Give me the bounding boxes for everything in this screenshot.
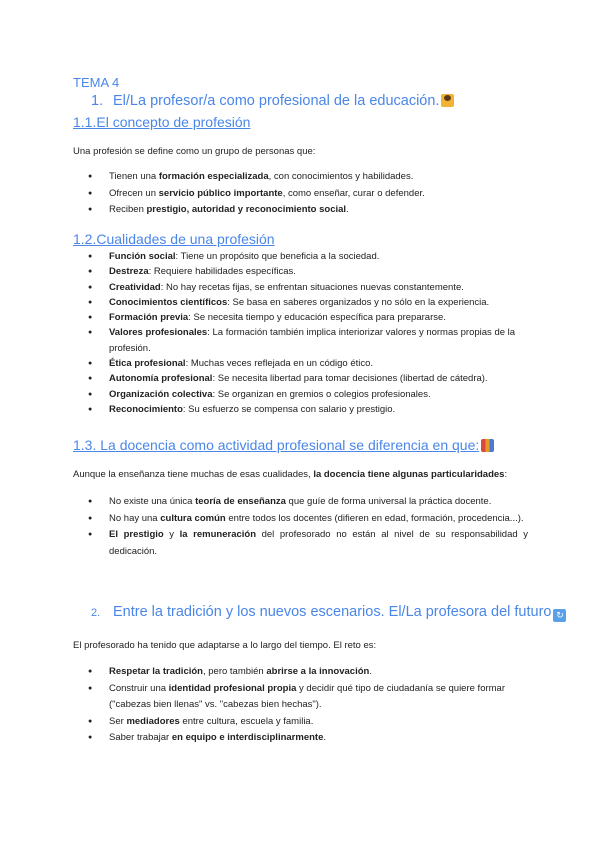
books-emoji-icon — [481, 439, 494, 452]
cycle-emoji-icon: ↻ — [553, 609, 566, 622]
list-item: ● Reciben prestigio, autoridad y reconocimiento social. — [73, 202, 528, 219]
section-2-heading — [91, 604, 566, 622]
list-item: ● Valores profesionales: La formación también implica interiorizar valores y normas propias de la profesión. — [73, 325, 528, 356]
section-1-title: El/La profesor/a como profesional de la educación. — [113, 93, 440, 109]
list-item: ● Ser mediadores entre cultura, escuela y familia. — [73, 714, 528, 731]
subsection-1-3-title: 1.3. La docencia como actividad profesional se diferencia en que: — [73, 437, 480, 453]
subsection-1-3-intro: Aunque la enseñanza tiene muchas de esas cualidades, la docencia tiene algunas particularidades: — [73, 469, 508, 480]
section-1-number: 1. — [91, 93, 104, 109]
section-2-title: Entre la tradición y los nuevos escenarios. El/La profesora del futuro — [113, 604, 552, 620]
section-2-number: 2. — [91, 607, 101, 619]
list-item: ● Organización colectiva: Se organizan en gremios o colegios profesionales. — [73, 387, 528, 402]
list-item: ● Reconocimiento: Su esfuerzo se compensa con salario y prestigio. — [73, 402, 528, 417]
section-2-intro: El profesorado ha tenido que adaptarse a lo largo del tiempo. El reto es: — [73, 640, 377, 651]
list-item: ● No existe una única teoría de enseñanza que guíe de forma universal la práctica docente. — [73, 494, 528, 511]
section-1-heading — [91, 93, 454, 109]
subsection-1-2-list — [73, 249, 528, 417]
list-item: ● Función social: Tiene un propósito que beneficia a la sociedad. — [73, 249, 528, 264]
list-item: ● El prestigio y la remuneración del profesorado no están al nivel de su responsabilidad y dedicación. — [73, 527, 528, 560]
list-item: ● Autonomía profesional: Se necesita libertad para tomar decisiones (libertad de cátedra). — [73, 371, 528, 386]
list-item: ● Formación previa: Se necesita tiempo y educación específica para prepararse. — [73, 310, 528, 325]
subsection-1-3-heading — [73, 437, 494, 453]
list-item: ● Creatividad: No hay recetas fijas, se enfrentan situaciones nuevas constantemente. — [73, 280, 528, 295]
subsection-1-1-list — [73, 169, 528, 219]
section-2-list — [73, 664, 528, 747]
list-item: ● Ética profesional: Muchas veces reflejada en un código ético. — [73, 356, 528, 371]
list-item: ● Conocimientos científicos: Se basa en saberes organizados y no sólo en la experiencia. — [73, 295, 528, 310]
list-item: ● Saber trabajar en equipo e interdisciplinarmente. — [73, 730, 528, 747]
list-item: ● No hay una cultura común entre todos los docentes (difieren en edad, formación, procedencia...). — [73, 511, 528, 528]
list-item: ● Respetar la tradición, pero también abrirse a la innovación. — [73, 664, 528, 681]
subsection-1-1-intro: Una profesión se define como un grupo de personas que: — [73, 146, 316, 157]
teacher-emoji-icon — [441, 94, 454, 107]
subsection-1-3-list — [73, 494, 528, 560]
list-item: ● Destreza: Requiere habilidades específicas. — [73, 264, 528, 279]
tema-label: TEMA 4 — [73, 75, 120, 90]
subsection-1-1-title: 1.1.El concepto de profesión — [73, 114, 251, 130]
list-item: ● Construir una identidad profesional propia y decidir qué tipo de ciudadanía se quiere formar ("cabezas bien llenas" vs. "cabezas bien hechas"). — [73, 681, 528, 714]
list-item: ● Ofrecen un servicio público importante, como enseñar, curar o defender. — [73, 186, 528, 203]
subsection-1-2-title: 1.2.Cualidades de una profesión — [73, 231, 275, 247]
list-item: ● Tienen una formación especializada, con conocimientos y habilidades. — [73, 169, 528, 186]
